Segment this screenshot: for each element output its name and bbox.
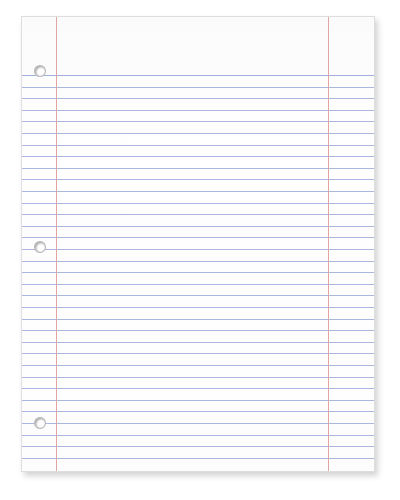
ruled-line (22, 261, 374, 262)
ruled-line (22, 168, 374, 169)
ruled-line (22, 388, 374, 389)
ruled-line (22, 191, 374, 192)
ruled-line (22, 411, 374, 412)
ruled-line (22, 284, 374, 285)
ruled-line (22, 342, 374, 343)
ruled-line (22, 214, 374, 215)
ruled-line (22, 156, 374, 157)
ruled-line (22, 145, 374, 146)
ruled-line (22, 319, 374, 320)
ruled-line (22, 435, 374, 436)
punch-hole-middle (34, 241, 46, 253)
punch-hole-top (34, 65, 46, 77)
ruled-line (22, 458, 374, 459)
ruled-line (22, 87, 374, 88)
ruled-line (22, 307, 374, 308)
ruled-line (22, 400, 374, 401)
ruled-line (22, 446, 374, 447)
header-rule-line (22, 75, 374, 76)
ruled-line (22, 330, 374, 331)
ruled-line (22, 121, 374, 122)
ruled-line (22, 133, 374, 134)
ruled-line (22, 353, 374, 354)
ruled-line (22, 110, 374, 111)
ruled-line (22, 423, 374, 424)
ruled-line (22, 179, 374, 180)
ruled-line (22, 365, 374, 366)
right-margin-line (328, 17, 329, 471)
ruled-line (22, 226, 374, 227)
ruled-line (22, 98, 374, 99)
ruled-line (22, 237, 374, 238)
ruled-line (22, 272, 374, 273)
notebook-paper-sheet (21, 16, 375, 472)
ruled-line (22, 203, 374, 204)
punch-hole-bottom (34, 417, 46, 429)
ruled-line (22, 249, 374, 250)
left-margin-line (56, 17, 57, 471)
ruled-line (22, 295, 374, 296)
ruled-line (22, 377, 374, 378)
